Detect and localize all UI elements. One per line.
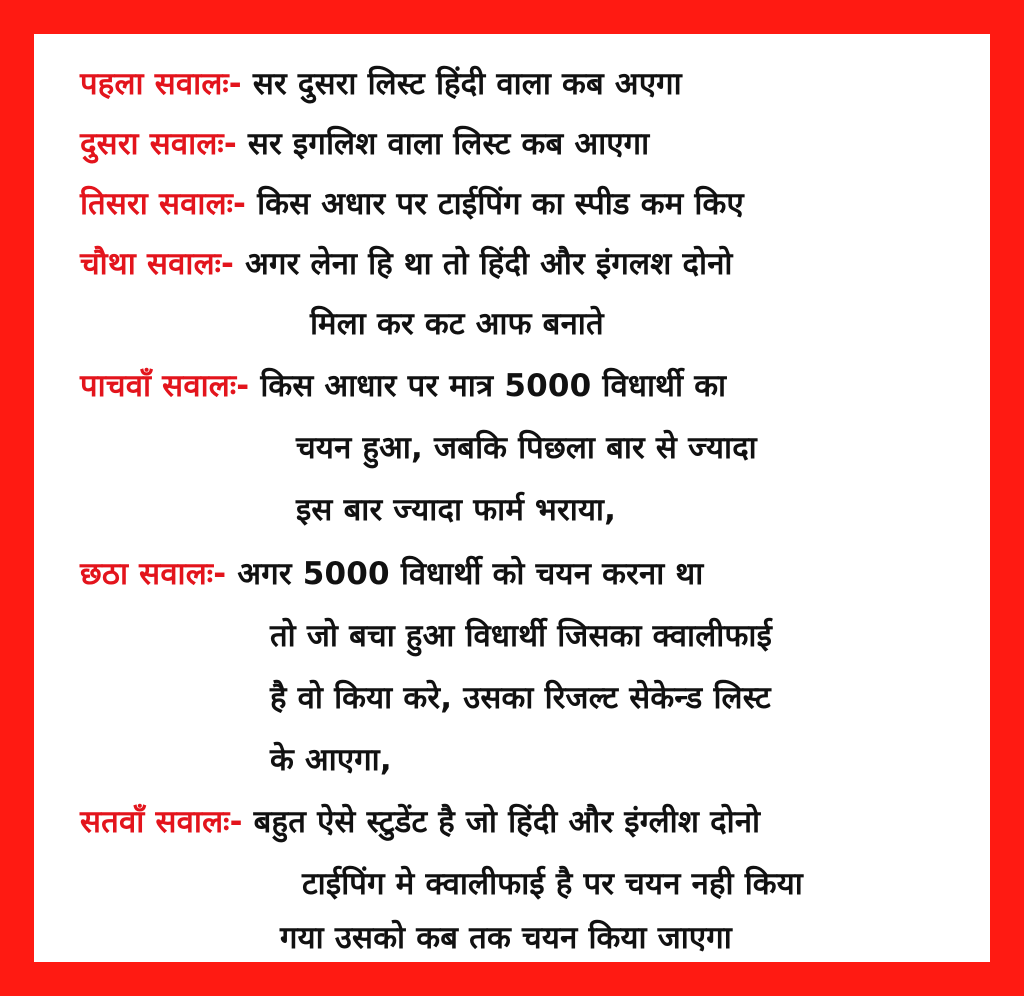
question-2-text: सर इगलिश वाला लिस्ट कब आएगा xyxy=(247,126,650,162)
question-7-label: सतवाँ सवालः- xyxy=(80,804,243,840)
question-1-label: पहला सवालः- xyxy=(80,66,242,102)
question-7-text: बहुत ऐसे स्टुडेंट है जो हिंदी और इंग्लीश दोनो xyxy=(253,804,761,840)
question-7-line-1 xyxy=(80,802,760,842)
question-7-line-3: गया उसको कब तक चयन किया जाएगा xyxy=(280,920,732,956)
question-6-label: छठा सवालः- xyxy=(80,556,227,592)
question-6-text: अगर 5000 विधार्थी को चयन करना था xyxy=(237,556,704,592)
question-4-line-2: मिला कर कट आफ बनाते xyxy=(310,306,604,342)
question-5-text: किस आधार पर मात्र 5000 विधार्थी का xyxy=(260,368,727,404)
question-5-label: पाचवाँ सवालः- xyxy=(80,368,250,404)
question-4-line-1 xyxy=(80,244,733,284)
question-4-label: चौथा सवालः- xyxy=(80,246,235,282)
question-7-line-2: टाईपिंग मे क्वालीफाई है पर चयन नही किया xyxy=(302,866,803,902)
question-6-line-4: के आएगा, xyxy=(270,742,392,778)
question-5-line-3: इस बार ज्यादा फार्म भराया, xyxy=(296,492,617,528)
question-3-text: किस अधार पर टाईपिंग का स्पीड कम किए xyxy=(257,186,744,222)
question-6-line-2: तो जो बचा हुआ विधार्थी जिसका क्वालीफाई xyxy=(270,618,773,654)
question-5-line-2: चयन हुआ, जबकि पिछला बार से ज्यादा xyxy=(296,430,757,466)
question-2-line-1 xyxy=(80,124,649,164)
question-4-text: अगर लेना हि था तो हिंदी और इंगलश दोनो xyxy=(245,246,733,282)
question-6-line-1 xyxy=(80,554,703,594)
question-3-line-1 xyxy=(80,184,744,224)
questions-card xyxy=(34,34,990,962)
question-1-text: सर दुसरा लिस्ट हिंदी वाला कब अएगा xyxy=(252,66,682,102)
question-5-line-1 xyxy=(80,366,726,406)
question-6-line-3: है वो किया करे, उसका रिजल्ट सेकेन्ड लिस्ट xyxy=(270,680,771,716)
question-3-label: तिसरा सवालः- xyxy=(80,186,247,222)
question-2-label: दुसरा सवालः- xyxy=(80,126,237,162)
question-1-line-1 xyxy=(80,64,682,104)
